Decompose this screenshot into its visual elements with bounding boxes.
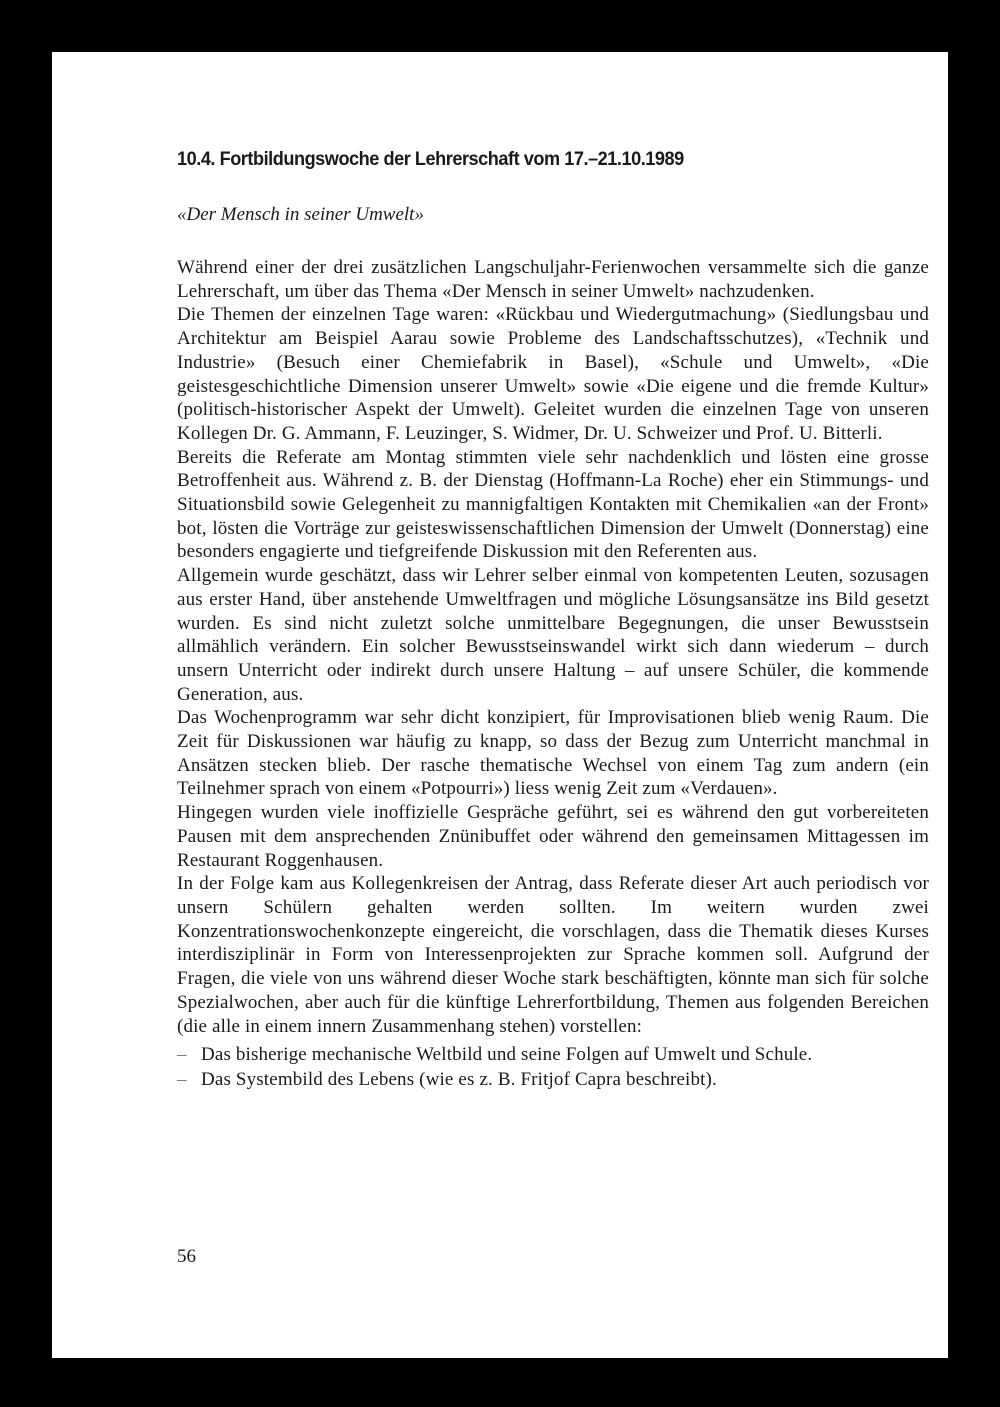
bullet-item [177,1043,929,1067]
body-text [177,256,929,1038]
page-number: 56 [177,1246,196,1267]
page-content [177,147,929,1093]
paragraph: Die Themen der einzelnen Tage waren: «Rückbau und Wiedergutmachung» (Siedlungsbau und Architektur am Beispiel Aarau sowie Probleme des Landschaftsschutzes), «Technik und Industrie» (Besuch einer Chemiefabrik in Basel), «Schule und Umwelt», «Die geistesgeschichtliche Dimension unserer Umwelt» sowie «Die eigene und die fremde Kultur» (politisch-historischer Aspekt der Umwelt). Geleitet wurden die einzelnen Tage von unseren Kollegen Dr. G. Ammann, F. Leuzinger, S. Widmer, Dr. U. Schweizer und Prof. U. Bitterli. [177,304,929,444]
paragraph: Bereits die Referate am Montag stimmten viele sehr nachdenklich und lösten eine grosse Betroffenheit aus. Während z. B. der Dienstag (Hoffmann-La Roche) eher ein Stimmungs- und Situationsbild sowie Gelegenheit zu mannigfaltigen Kontakten mit Chemikalien «an der Front» bot, lösten die Vorträge zur geisteswissenschaftlichen Dimension der Umwelt (Donnerstag) eine besonders engagierte und tiefgreifende Diskussion mit den Referenten aus. [177,446,929,563]
dash-bullet: – [177,1044,187,1066]
paragraph: Das Wochenprogramm war sehr dicht konzipiert, für Improvisationen blieb wenig Raum. Die Zeit für Diskussionen war häufig zu knapp, so dass der Bezug zum Unterricht manchmal in Ansätzen stecken blieb. Der rasche thematische Wechsel von einem Tag zum andern (ein Teilnehmer sprach von einem «Potpourri») liess wenig Zeit zum «Verdauen». [177,707,929,800]
bullet-list [177,1043,929,1091]
paragraph: Während einer der drei zusätzlichen Langschuljahr-Ferienwochen versammelte sich die ganze Lehrerschaft, um über das Thema «Der Mensch in seiner Umwelt» nachzudenken. [177,257,929,302]
paragraph: In der Folge kam aus Kollegenkreisen der Antrag, dass Referate dieser Art auch periodisch vor unsern Schülern gehalten werden sollten. Im weitern wurden zwei Konzentrationswochenkonzepte eingereicht, die vorschlagen, dass die Thematik dieses Kurses interdisziplinär in Form von Interessenprojekten zur Sprache kommen soll. Aufgrund der Fragen, die viele von uns während dieser Woche stark beschäftigten, könnte man sich für solche Spezialwochen, aber auch für die künftige Lehrerfortbildung, Themen aus folgenden Bereichen (die alle in einem innern Zusammenhang stehen) vorstellen: [177,873,929,1037]
section-subtitle: «Der Mensch in seiner Umwelt» [177,204,424,225]
bullet-text: Das Systembild des Lebens (wie es z. B. Fritjof Capra beschreibt). [201,1068,717,1090]
paragraph: Allgemein wurde geschätzt, dass wir Lehrer selber einmal von kompetenten Leuten, sozusagen aus erster Hand, über anstehende Umweltfragen und mögliche Lösungsansätze ins Bild gesetzt wurden. Es sind nicht zuletzt solche unmittelbare Begegnungen, die unser Bewusstsein allmählich verändern. Ein solcher Bewusstseinswandel wirkt sich dann wiederum – durch unsern Unterricht oder indirekt durch unsere Haltung – auf unsere Schüler, die kommende Generation, aus. [177,565,929,705]
document-page [52,52,948,1358]
dash-bullet: – [177,1068,187,1090]
bullet-item [177,1068,929,1092]
section-heading: 10.4. Fortbildungswoche der Lehrerschaft vom 17.–21.10.1989 [177,148,684,170]
paragraph: Hingegen wurden viele inoffizielle Gespräche geführt, sei es während den gut vorbereiteten Pausen mit dem ansprechenden Znünibuffet oder während den gemeinsamen Mittagessen im Restaurant Roggenhausen. [177,802,929,871]
bullet-text: Das bisherige mechanische Weltbild und seine Folgen auf Umwelt und Schule. [201,1044,813,1066]
